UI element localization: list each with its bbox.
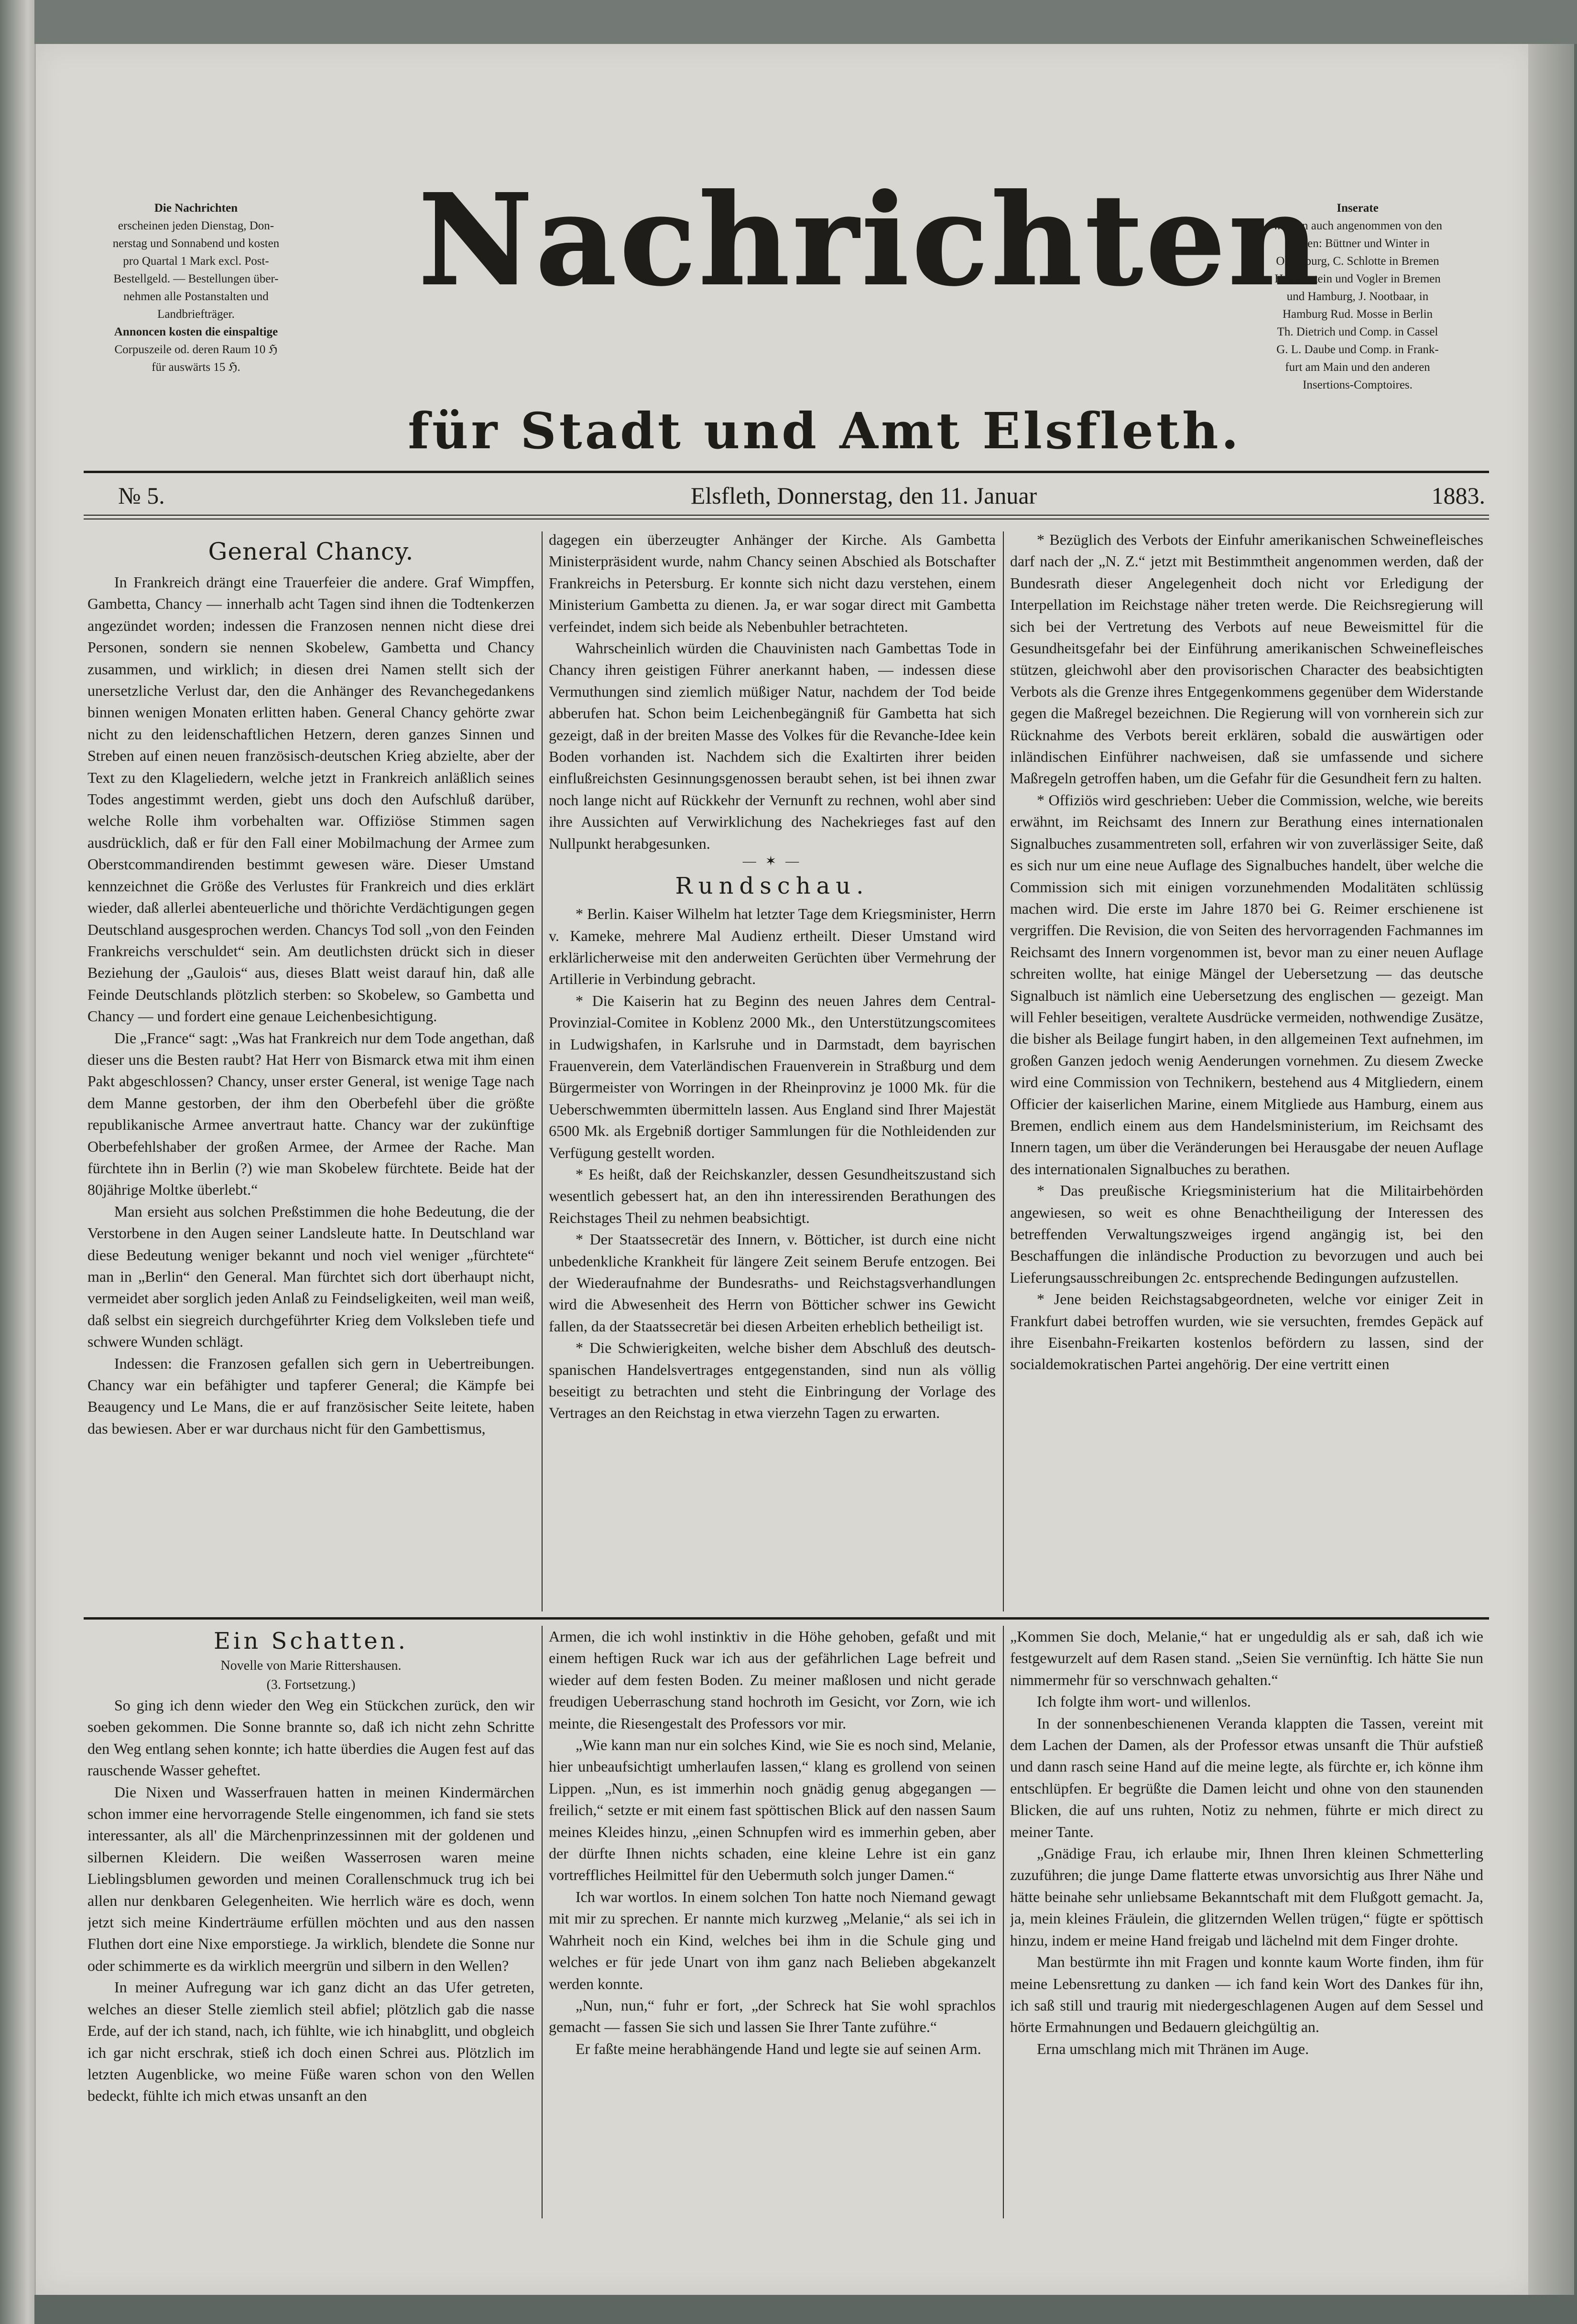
paragraph: * Jene beiden Reichstagsabgeordneten, welche vor einiger Zeit in Frankfurt dabei betroffen wurden, wie sie versuchten, fremdes Gepäck auf ihre Eisenbahn-Freikarten kostenlos befördern zu lassen, sind der socialdemokratischen Partei angehörig. Der eine vertritt einen bbox=[1010, 1290, 1483, 1373]
column-rule bbox=[1003, 531, 1004, 1611]
scan-background-top bbox=[34, 0, 1577, 44]
notice-line: pro Quartal 1 Mark excl. Post- bbox=[123, 255, 269, 268]
paragraph: Man bestürmte ihn mit Fragen und konnte kaum Worte finden, ihm für meine Lebensrettung zu danken — ich fand kein Wort des Dankes für ihn, ich saß still und traurig mit niedergeschlagenen Augen auf dem Sessel und hörte Ermahnungen und Bedauern gleichgültig an. bbox=[1010, 1953, 1483, 2036]
paragraph: Wahrscheinlich würden die Chauvinisten nach Gambettas Tode in Chancy ihren geistigen Führer anerkannt haben, — indessen diese Vermuthungen sind ziemlich müßiger Natur, nachdem der Tod beide abberufen hat. Schon beim Leichenbegängniß für Gambetta hat sich gezeigt, daß in der breiten Masse des Volkes für die Revanche-Idee kein Boden vorhanden ist. Nachdem sich die Exaltirten ihrer beiden einflußreichsten Gesinnungsgenossen beraubt sehen, ist bei ihnen zwar noch lange nicht auf Rückkehr der Vernunft zu rechnen, wohl aber sind ihre Aussichten auf Verwirklichung des Nachekrieges fast auf den Nullpunkt herabgesunken. bbox=[549, 639, 996, 852]
novel-continued-2 bbox=[1010, 1626, 1483, 2218]
novel-continued-1 bbox=[549, 1626, 996, 2218]
page-right-edge bbox=[1528, 44, 1574, 2295]
paragraph: * Die Schwierigkeiten, welche bisher dem Abschluß des deutsch-spanischen Handelsvertrages entgegenstanden, sind nun als völlig beseitigt zu betrachten und steht die Einbringung der Vorlage des Vertrages an den Reichstag in etwa vierzehn Tagen zu erwarten. bbox=[549, 1339, 996, 1422]
notice-line: Herren: Büttner und Winter in bbox=[1285, 237, 1430, 250]
newspaper-page bbox=[34, 44, 1530, 2295]
notice-line: Landbriefträger. bbox=[157, 308, 235, 321]
paragraph: „Gnädige Frau, ich erlaube mir, Ihnen Ihren kleinen Schmetterling zuzuführen; die junge Dame flatterte etwas unvorsichtig aus Ihrer Nähe und hätte beinahe sehr unliebsame Bekanntschaft mit dem Flußgott gemacht. Ja, ja, mein kleines Fräulein, die glitzernden Wellen trügen,“ fügte er spöttisch hinzu, indem er meine Hand freigab und lächelnd mit dem Finger drohte. bbox=[1010, 1845, 1483, 1949]
notice-line: werden auch angenommen von den bbox=[1272, 219, 1443, 232]
paragraph: „Wie kann man nur ein solches Kind, wie Sie es noch sind, Melanie, hier unbeaufsichtigt umherlaufen lassen,“ klang es grollend von seinen Lippen. „Nun, es ist immerhin noch gnädig genug abgegangen — freilich,“ setzte er mit einem fast spöttischen Blick auf den nassen Saum meines Kleides hinzu, „einen Schnupfen wird es immerhin geben, aber der dürfte Ihnen nichts schaden, eine kleine Lehre ist ein ganz vortreffliches Heilmittel für den Uebermuth solch junger Damen.“ bbox=[549, 1736, 996, 1884]
paragraph: Die „France“ sagt: „Was hat Frankreich nur dem Tode angethan, daß dieser uns die Besten raubt? Hat Herr von Bismarck etwa mit ihm einen Pakt abgeschlossen? Chancy, unser erster General, ist wenige Tage nach dem Manne gestorben, der ihm den Oberbefehl über die größte republikanische Armee anvertraut hatte. Chancy war der zukünftige Oberbefehlshaber der großen Armee, der Armee der Rache. Man fürchtete ihn in Berlin (?) wie man Skobelew fürchtete. Beide hat der 80jährige Moltke überlebt.“ bbox=[87, 1029, 534, 1199]
newspaper-subtitle: für Stadt und Amt Elsfleth. bbox=[408, 401, 1241, 460]
paragraph: dagegen ein überzeugter Anhänger der Kirche. Als Gambetta Ministerpräsident wurde, nahm Chancy seinen Abschied als Botschafter Frankreichs in Petersburg. Er konnte sich nicht dazu verstehen, einem Ministerium Gambetta zu dienen. Ja, er war sogar direct mit Gambetta verfeindet, indem sich beide als Nebenbuhler betrachteten. bbox=[549, 531, 996, 635]
article-heading: General Chancy. bbox=[208, 538, 414, 565]
paragraph: „Nun, nun,“ fuhr er fort, „der Schreck hat Sie wohl sprachlos gemacht — fassen Sie sich und lassen Sie Ihrer Tante zuführe.“ bbox=[549, 1996, 996, 2036]
issue-year: 1883. bbox=[1431, 482, 1485, 509]
feuilleton-rule bbox=[84, 1617, 1489, 1620]
notice-line: Inserate bbox=[1337, 202, 1379, 215]
column-rule bbox=[542, 531, 543, 1611]
paragraph: Armen, die ich wohl instinktiv in die Höhe gehoben, gefaßt und mit einem heftigen Ruck war ich aus der gefährlichen Lage befreit und wieder auf dem festen Boden. Zu meiner maßlosen und nicht gerade freudigen Ueberraschung stand hochroth im Gesicht, vor Zorn, wie ich meinte, die Riesengestalt des Professors vor mir. bbox=[549, 1628, 996, 1732]
notice-line: furt am Main und den anderen bbox=[1285, 361, 1430, 374]
notice-line: Bestellgeld. — Bestellungen über- bbox=[113, 272, 279, 285]
notice-line: Corpuszeile od. deren Raum 10 ℌ bbox=[114, 343, 278, 356]
newspaper-title: Nachrichten bbox=[418, 166, 1323, 313]
notice-line: Haasenstein und Vogler in Bremen bbox=[1274, 272, 1441, 285]
section-ornament: — ✶ — bbox=[742, 854, 802, 869]
column-rule bbox=[542, 1626, 543, 2218]
paragraph: * Bezüglich des Verbots der Einfuhr amerikanischen Schweinefleisches darf nach der „N. Z.“ jetzt mit Bestimmtheit angenommen werden, daß der Bundesrath dieser Angelegenheit doch nicht vor Erledigung der Interpellation im Reichstage näher treten werde. Die Reichsregierung will sich bei der Vertretung des Verbots auf neue Beweismittel für die Gesundheitsgefahr bei der Einführung amerikanischen Schweinefleisches stützen, gleichwohl aber den provisorischen Character des beabsichtigten Verbots als die Grenze ihres Entgegenkommens gegenüber dem Widerstande gegen die Maßregel bezeichnen. Die Regierung will von vornherein sich zur Rücknahme des Verbots bereit erklären, sobald die auswärtigen oder inländischen Einführer nachweisen, daß sie umfassende und sichere Maßregeln getroffen haben, um die Gefahr für die Gesundheit fern zu halten. bbox=[1010, 531, 1483, 787]
novel-continuation: (3. Fortsetzung.) bbox=[266, 1677, 356, 1692]
paragraph: „Kommen Sie doch, Melanie,“ hat er ungeduldig als er sah, daß ich wie festgewurzelt auf dem Rasen stand. „Seien Sie vernünftig. Ich hätte Sie nun nimmermehr für so verschnwach gehalten.“ bbox=[1010, 1628, 1483, 1688]
article-rundschau-column bbox=[549, 529, 996, 1611]
notice-line: Hamburg Rud. Mosse in Berlin bbox=[1282, 308, 1433, 321]
issue-number: № 5. bbox=[118, 482, 165, 509]
notice-line: für auswärts 15 ℌ. bbox=[152, 361, 240, 374]
paragraph: Ich war wortlos. In einem solchen Ton hatte noch Niemand gewagt mit mir zu sprechen. Er nannte mich kurzweg „Melanie,“ als sei ich in Wahrheit noch ein Kind, welches bei ihm in die Schule ging und welches er für jede Unart von ihm ganz nach Belieben abgekanzelt werden konnte. bbox=[549, 1888, 996, 1992]
paragraph: * Offiziös wird geschrieben: Ueber die Commission, welche, wie bereits erwähnt, im Reichsamt des Innern zur Berathung eines internationalen Signalbuches zusammentreten soll, erfahren wir von zuverlässiger Seite, daß es sich nur um eine neue Auflage des Signalbuches handelt, über welche die Commission sich mit einigen vorzunehmenden Modalitäten schlüssig machen wird. Die erste im Jahre 1870 bei G. Reimer erschienene ist vergriffen. Die Revision, die von Seiten des hervorragenden Fachmannes im Reichsamt des Innern vorgenommen ist, bevor man zu einer neuen Auflage schreiten wollte, hat einige Mängel der Uebersetzung — das deutsche Signalbuch ist nämlich eine Uebersetzung des englischen — gezeigt. Man will Fehler beseitigen, veraltete Ausdrücke vermeiden, nothwendige Zusätze, die bisher als Beilage fungirt haben, in den allgemeinen Text aufnehmen, im großen Ganzen jedoch wenig Aenderungen vornehmen. Zu diesem Zwecke wird eine Commission von Technikern, bestehend aus 4 Mitgliedern, einem Officier der kaiserlichen Marine, einem Mitgliede aus Hamburg, einem aus Bremen, endlich einem aus dem Handelsministerium, im Reichsamt des Innern tagen, um über die Veränderungen bei Herausgabe der neuen Auflage des internationalen Signalbuches zu berathen. bbox=[1010, 791, 1483, 1178]
advertising-notice bbox=[1240, 199, 1475, 394]
paragraph: * Die Kaiserin hat zu Beginn des neuen Jahres dem Central-Provinzial-Comitee in Koblenz 2000 Mk., den Unterstützungscomitees in Ludwigshafen, in Karlsruhe und in Darmstadt, dem bayrischen Frauenverein, dem Vaterländischen Frauenverein in Straßburg und dem Bürgermeister von Worringen in der Rheinprovinz je 1000 Mk. für die Ueberschwemmten übermitteln lassen. Aus England sind Ihrer Majestät 6500 Mk. als Ergebniß dortiger Sammlungen für die Nothleidenden zur Verfügung gestellt worden. bbox=[549, 992, 996, 1161]
issue-line bbox=[118, 481, 1485, 510]
notice-line: Th. Dietrich und Comp. in Cassel bbox=[1277, 325, 1438, 338]
novel-ein-schatten bbox=[87, 1626, 534, 2218]
notice-line: Die Nachrichten bbox=[154, 202, 238, 215]
paragraph: Ich folgte ihm wort- und willenlos. bbox=[1037, 1693, 1251, 1710]
article-general-chancy bbox=[87, 531, 534, 1611]
paragraph: Man ersieht aus solchen Preßstimmen die hohe Bedeutung, die der Verstorbene in den Augen seiner Landsleute hatte. In Deutschland war diese Bedeutung weniger bekannt und noch viel weniger „fürchtete“ man in „Berlin“ den General. Man fürchtet sich dort überhaupt nicht, vermeidet aber sorglich jeden Anlaß zu Feindseligkeiten, weil man weiß, daß selbst ein siegreich durchgeführter Krieg dem Volksleben tiefe und schwere Wunden schlägt. bbox=[87, 1202, 534, 1351]
issue-date: Elsfleth, Donnerstag, den 11. Januar bbox=[690, 482, 1037, 509]
paragraph: Indessen: die Franzosen gefallen sich gern in Uebertreibungen. Chancy war ein befähigter und tapferer General; die Kämpfe bei Beaugency und Le Mans, die er auf französischer Seite leitete, haben das bewiesen. Aber er war durchaus nicht für den Gambettismus, bbox=[87, 1354, 534, 1437]
notice-line: und Hamburg, J. Nootbaar, in bbox=[1286, 290, 1429, 303]
notice-line: Oldenburg, C. Schlotte in Bremen bbox=[1276, 255, 1439, 268]
paragraph: So ging ich denn wieder den Weg ein Stückchen zurück, den wir soeben gekommen. Die Sonne brannte so, daß ich nicht zehn Schritte den Weg entlang sehen konnte; ich hatte überdies die Augen fest auf das rauschende Wasser geheftet. bbox=[87, 1697, 534, 1779]
paragraph: * Das preußische Kriegsministerium hat die Militairbehörden angewiesen, so weit es ohne Benachtheiligung der Interessen des betreffenden Verwaltungszweiges irgend angängig ist, bei den Beschaffungen die inländische Production zu bevorzugen und auch bei Lieferungsausschreibungen 2c. entsprechende Bedingungen aufzustellen. bbox=[1010, 1182, 1483, 1286]
paragraph: In Frankreich drängt eine Trauerfeier die andere. Graf Wimpffen, Gambetta, Chancy — innerhalb acht Tagen sind ihnen die Todtenkerzen angezündet worden; indessen die Franzosen nennen nicht diese drei Personen, sondern sie nennen Skobelew, Gambetta und Chancy zusammen, und wirklich; in diesen drei Namen stellt sich der unersetzliche Verlust dar, den die Anhänger des Revanchegedankens binnen wenigen Monaten erlitten haben. General Chancy gehörte zwar nicht zu den leidenschaftlichen Hetzern, deren ganzes Sinnen und Streben auf einen neuen französisch-deutschen Krieg abzielte, aber der Text zu den Klageliedern, welche jetzt in Frankreich anläßlich seines Todes angestimmt werden, giebt uns doch den Aufschluß darüber, welche Rolle ihm vorbehalten war. Offiziöse Stimmen sagen ausdrücklich, daß er für den Fall einer Mobilmachung der Armee zum Oberstcommandirenden bestimmt gewesen wäre. Dieser Umstand kennzeichnet die Größe des Verlustes für Frankreich und dies erklärt wieder, daß allerlei abenteuerliche und thörichte Verdächtigungen gegen Deutschland ausgesprochen werden. Chancys Tod soll „von den Feinden Frankreichs verschuldet“ sein. Am deutlichsten drückt sich in dieser Beziehung der „Gaulois“ aus, dieses Blatt weist darauf hin, daß alle Feinde Deutschlands plötzlich sterben: so Skobelew, so Gambetta und Chancy — und fordert eine genaue Leichenbesichtigung. bbox=[87, 573, 534, 1025]
paragraph: * Berlin. Kaiser Wilhelm hat letzter Tage dem Kriegsminister, Herrn v. Kameke, mehrere Mal Audienz ertheilt. Dieser Umstand wird erklärlicherweise mit den anderweiten Gerüchten über Vermehrung der Artillerie in Verbindung gebracht. bbox=[549, 905, 996, 988]
subscription-notice bbox=[84, 199, 308, 376]
column-rule bbox=[1003, 1626, 1004, 2218]
novel-byline: Novelle von Marie Rittershausen. bbox=[220, 1658, 402, 1673]
paragraph: Die Nixen und Wasserfrauen hatten in meinen Kindermärchen schon immer eine hervorragende Stelle eingenommen, ich fand sie stets interessanter, als all' die Märchenprinzessinnen mit der goldenen und silbernen Kleidern. Die weißen Wasserrosen waren meine Lieblingsblumen geworden und meinen Corallenschmuck trug ich bei allen nur denkbaren Gelegenheiten. Wie herrlich wäre es doch, wenn jetzt sich meine Kinderträume erfüllen möchten und aus den nassen Fluthen dort eine Nixe emporstiege. Ja wirklich, blendete die Sonne nur oder schimmerte es da wirklich meergrün und silbern in den Wellen? bbox=[87, 1783, 534, 1974]
notice-line: erscheinen jeden Dienstag, Don- bbox=[118, 219, 274, 232]
paragraph: Erna umschlang mich mit Thränen im Auge. bbox=[1037, 2040, 1309, 2057]
dateline-rule-top bbox=[84, 515, 1489, 516]
article-rundschau-continued bbox=[1010, 529, 1483, 1611]
scan-binding-edge bbox=[0, 0, 34, 2324]
notice-line: nerstag und Sonnabend und kosten bbox=[112, 237, 280, 250]
paragraph: * Es heißt, daß der Reichskanzler, dessen Gesundheitszustand sich wesentlich gebessert hat, an den ihn interessirenden Berathungen des Reichstages Theil zu nehmen beabsichtigt. bbox=[549, 1165, 996, 1226]
paragraph: In meiner Aufregung war ich ganz dicht an das Ufer getreten, welches an dieser Stelle ziemlich steil abfiel; plötzlich gab die nasse Erde, auf der ich stand, nach, ich fühlte, wie ich hinabglitt, und obgleich ich gar nicht erschrak, stieß ich doch einen Schrei aus. Plötzlich im letzten Augenblicke, wo meine Füße waren schon von den Wellen bedeckt, fühlte ich mich etwas unsanft an den bbox=[87, 1978, 534, 2105]
paragraph: In der sonnenbeschienenen Veranda klappten die Tassen, vereint mit dem Lachen der Damen, als der Professor etwas unsanft die Thür aufstieß und dann rasch seine Hand auf die meine legte, als fürchte er, ich könne ihm entschlüpfen. Er begrüßte die Damen leicht und ohne von den staunenden Blicken, die auf uns ruhten, Notiz zu nehmen, führte er mich direct zu meiner Tante. bbox=[1010, 1714, 1483, 1840]
paragraph: Er faßte meine herabhängende Hand und legte sie auf seinen Arm. bbox=[576, 2040, 981, 2057]
notice-line: Insertions-Comptoires. bbox=[1303, 378, 1413, 391]
notice-line: G. L. Daube und Comp. in Frank- bbox=[1276, 343, 1439, 356]
masthead-rule bbox=[84, 471, 1489, 473]
notice-line: nehmen alle Postanstalten und bbox=[123, 290, 269, 303]
paragraph: * Der Staatssecretär des Innern, v. Bötticher, ist durch eine nicht unbedenkliche Krankheit für längere Zeit seinem Berufe entzogen. Bei der Wiederaufnahme der Bundesraths- und Reichstagsverhandlungen wird die Abwesenheit des Herrn von Bötticher schwer ins Gewicht fallen, da der Staatssecretär bei diesen Arbeiten erheblich betheiligt ist. bbox=[549, 1231, 996, 1335]
novel-heading: Ein Schatten. bbox=[213, 1628, 408, 1654]
section-heading-rundschau: Rundschau. bbox=[675, 873, 870, 900]
notice-line: Annoncen kosten die einspaltige bbox=[114, 325, 278, 338]
